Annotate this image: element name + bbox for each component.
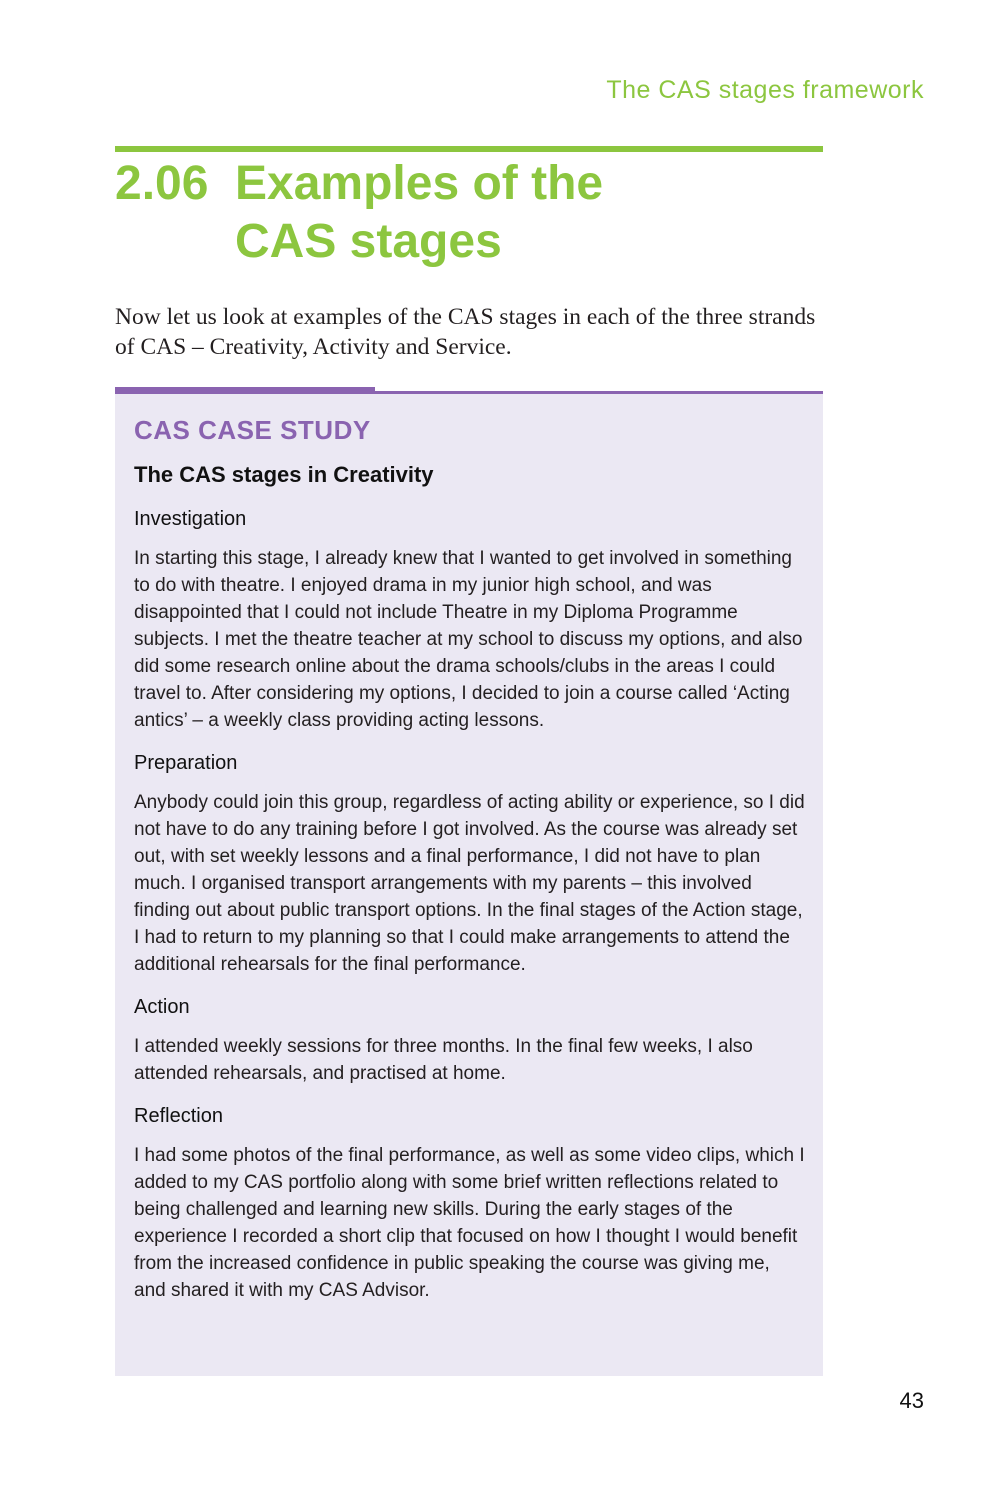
chapter-number: 2.06 (115, 157, 209, 210)
intro-paragraph: Now let us look at examples of the CAS stages in each of the three strands of CAS – Creativity, Activity and Service. (115, 304, 816, 360)
case-study-content (134, 413, 806, 1319)
stage-action (134, 993, 806, 1087)
stage-heading: Preparation (134, 752, 238, 774)
page-number: 43 (899, 1388, 924, 1413)
chapter-title-line-2: CAS stages (235, 215, 502, 268)
case-study-box (115, 391, 823, 1376)
stage-reflection (134, 1102, 806, 1304)
chapter-title-text (235, 155, 795, 271)
stage-preparation (134, 749, 806, 978)
stage-body: Anybody could join this group, regardless of acting ability or experience, so I did not have to do any training before I got involved. As the course was already set out, with set weekly lessons and a final performance, I did not have to plan much. I organised transport arrangements with my parents – this involved finding out about public transport options. In the final stages of the Action stage, I had to return to my planning so that I could make arrangements to attend the additional rehearsals for the final performance. (134, 792, 805, 975)
case-study-accent-bar (115, 387, 375, 394)
chapter-title-line-1: Examples of the (235, 157, 604, 210)
title-rule (115, 146, 823, 152)
stage-heading: Investigation (134, 508, 247, 530)
stage-heading: Reflection (134, 1105, 223, 1127)
stage-heading: Action (134, 996, 190, 1018)
stage-investigation (134, 505, 806, 734)
running-header: The CAS stages framework (606, 76, 924, 104)
stage-body: I had some photos of the final performance, as well as some video clips, which I added to my CAS portfolio along with some brief written reflections related to being challenged and learning new skills. During the early stages of the experience I recorded a short clip that focused on how I thought I would benefit from the increased confidence in public speaking the course was giving me, and shared it with my CAS Advisor. (134, 1145, 805, 1301)
case-study-label: CAS CASE STUDY (134, 415, 371, 445)
stage-body: I attended weekly sessions for three months. In the final few weeks, I also attended rehearsals, and practised at home. (134, 1036, 753, 1084)
stage-body: In starting this stage, I already knew that I wanted to get involved in something to do with theatre. I enjoyed drama in my junior high school, and was disappointed that I could not include Theatre in my Diploma Programme subjects. I met the theatre teacher at my school to discuss my options, and also did some research online about the drama schools/clubs in the areas I could travel to. After considering my options, I decided to join a course called ‘Acting antics’ – a weekly class providing acting lessons. (134, 548, 803, 731)
case-study-title: The CAS stages in Creativity (134, 462, 434, 487)
